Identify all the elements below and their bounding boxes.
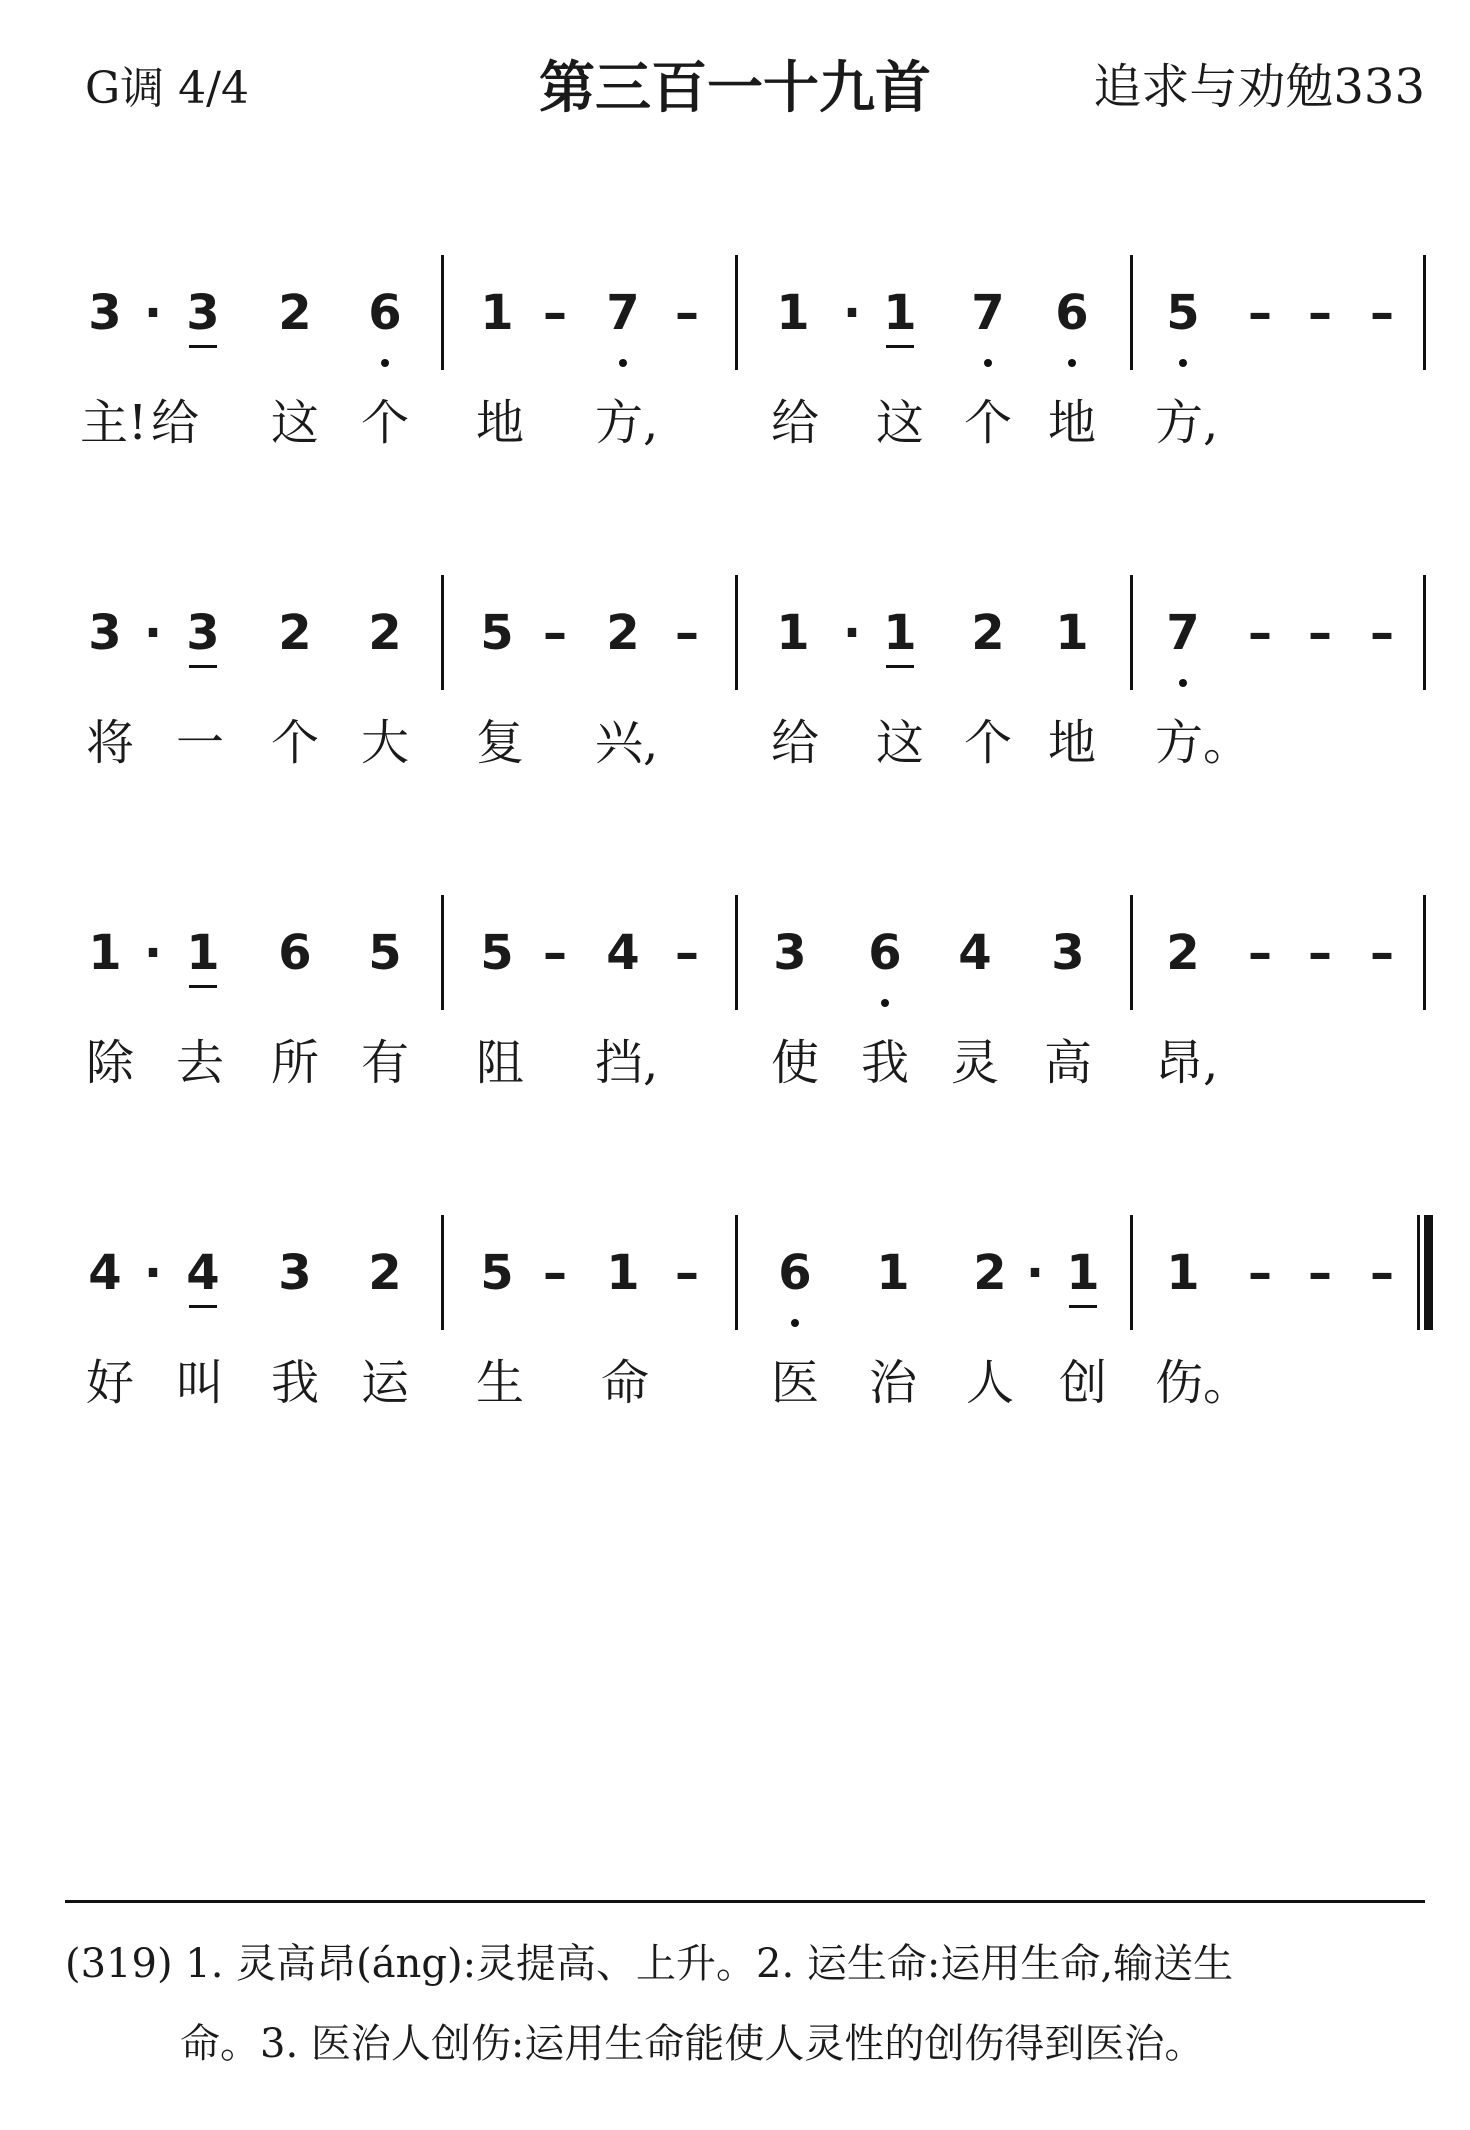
barline	[1423, 255, 1426, 370]
lyric-syllable: 地	[1047, 395, 1096, 451]
lyric-syllable: 兴,	[595, 715, 659, 771]
barline	[1130, 1215, 1133, 1330]
lyric-syllable: 昂,	[1155, 1035, 1219, 1091]
barline	[1423, 895, 1426, 1010]
lyric-syllable: 创	[1058, 1355, 1107, 1411]
footnote-divider	[65, 1900, 1425, 1903]
lyric-syllable: 主!	[80, 395, 148, 451]
dash-sustain: –	[543, 605, 567, 661]
lyric-syllable: 这	[270, 395, 319, 451]
key-signature: G调 4/4	[85, 63, 249, 114]
note: 3	[773, 925, 807, 981]
lyric-syllable: 阻	[475, 1035, 524, 1091]
note: 5	[480, 1245, 514, 1301]
lyric-syllable: 伤。	[1155, 1355, 1252, 1411]
dash-sustain: –	[675, 605, 699, 661]
note: 4	[606, 925, 640, 981]
lyric-syllable: 生	[475, 1355, 524, 1411]
note: 2	[278, 605, 312, 661]
lyric-syllable: 人	[965, 1355, 1014, 1411]
barline	[1130, 575, 1133, 690]
note: 1	[88, 925, 122, 981]
lyric-syllable: 所	[270, 1035, 319, 1091]
underline-eighth	[886, 665, 914, 668]
octave-dot-below	[1068, 359, 1076, 367]
octave-dot-below	[1179, 359, 1187, 367]
note: 1	[776, 605, 810, 661]
staff-3	[0, 895, 1470, 1195]
note: 1	[606, 1245, 640, 1301]
note: 3	[278, 1245, 312, 1301]
note: 6	[278, 925, 312, 981]
lyric-syllable: 方,	[595, 395, 659, 451]
octave-dot-below	[791, 1319, 799, 1327]
dash-sustain: –	[675, 925, 699, 981]
lyric-syllable: 有	[360, 1035, 409, 1091]
lyric-syllable: 好	[85, 1355, 134, 1411]
note: 3	[1051, 925, 1085, 981]
lyric-syllable: 叫	[175, 1355, 224, 1411]
barline	[1130, 895, 1133, 1010]
dash-sustain: –	[1370, 925, 1394, 981]
dash-sustain: –	[1370, 1245, 1394, 1301]
dot-augmentation: ·	[143, 1245, 163, 1301]
note: 2	[971, 605, 1005, 661]
lyric-syllable: 给	[770, 395, 819, 451]
note: 7	[603, 285, 643, 341]
lyric-syllable: 这	[875, 715, 924, 771]
dash-sustain: –	[1370, 605, 1394, 661]
note: 3	[88, 605, 122, 661]
lyric-syllable: 方,	[1155, 395, 1219, 451]
dot-augmentation: ·	[1025, 1245, 1045, 1301]
underline-eighth	[189, 665, 217, 668]
lyric-syllable: 除	[85, 1035, 134, 1091]
note: 2	[606, 605, 640, 661]
lyric-syllable: 个	[963, 715, 1012, 771]
dash-sustain: –	[1248, 285, 1272, 341]
note: 5	[480, 925, 514, 981]
note: 6	[365, 285, 405, 341]
dash-sustain: –	[543, 285, 567, 341]
note: 5	[1163, 285, 1203, 341]
lyric-syllable: 复	[475, 715, 524, 771]
note: 5	[480, 605, 514, 661]
octave-dot-below	[619, 359, 627, 367]
barline	[441, 575, 444, 690]
note: 7	[1163, 605, 1203, 661]
underline-eighth	[189, 985, 217, 988]
note: 1	[480, 285, 514, 341]
barline	[441, 895, 444, 1010]
underline-eighth	[886, 345, 914, 348]
dash-sustain: –	[543, 925, 567, 981]
note: 3	[183, 285, 223, 341]
note: 1	[776, 285, 810, 341]
note: 2	[368, 605, 402, 661]
underline-eighth	[189, 1305, 217, 1308]
dash-sustain: –	[1308, 605, 1332, 661]
lyric-syllable: 治	[868, 1355, 917, 1411]
barline	[441, 255, 444, 370]
lyric-syllable: 高	[1043, 1035, 1092, 1091]
note: 5	[368, 925, 402, 981]
underline-eighth	[1069, 1305, 1097, 1308]
note: 3	[88, 285, 122, 341]
lyric-syllable: 我	[270, 1355, 319, 1411]
note: 4	[88, 1245, 122, 1301]
note: 2	[1166, 925, 1200, 981]
lyric-syllable: 个	[963, 395, 1012, 451]
octave-dot-below	[881, 999, 889, 1007]
note: 7	[968, 285, 1008, 341]
lyric-syllable: 使	[770, 1035, 819, 1091]
note: 1	[1055, 605, 1089, 661]
barline	[735, 895, 738, 1010]
note: 2	[368, 1245, 402, 1301]
note: 1	[1166, 1245, 1200, 1301]
lyric-syllable: 运	[360, 1355, 409, 1411]
dash-sustain: –	[543, 1245, 567, 1301]
barline	[735, 1215, 738, 1330]
note: 4	[958, 925, 992, 981]
lyric-syllable: 方。	[1155, 715, 1252, 771]
dash-sustain: –	[675, 1245, 699, 1301]
octave-dot-below	[381, 359, 389, 367]
dash-sustain: –	[1308, 925, 1332, 981]
lyric-syllable: 大	[360, 715, 409, 771]
octave-dot-below	[1179, 679, 1187, 687]
lyric-syllable: 地	[475, 395, 524, 451]
lyric-syllable: 命	[600, 1355, 649, 1411]
lyric-syllable: 去	[175, 1035, 224, 1091]
note: 1	[876, 1245, 910, 1301]
lyric-syllable: 给	[150, 395, 199, 451]
lyric-syllable: 这	[875, 395, 924, 451]
barline	[735, 575, 738, 690]
note: 1	[183, 925, 223, 981]
barline	[735, 255, 738, 370]
octave-dot-below	[984, 359, 992, 367]
dash-sustain: –	[1308, 1245, 1332, 1301]
barline	[441, 1215, 444, 1330]
lyric-syllable: 医	[770, 1355, 819, 1411]
dot-augmentation: ·	[143, 285, 163, 341]
final-barline-thin	[1417, 1215, 1420, 1330]
hymn-title: 第三百一十九首	[539, 55, 931, 121]
note: 6	[775, 1245, 815, 1301]
dash-sustain: –	[1248, 605, 1272, 661]
barline	[1423, 575, 1426, 690]
dot-augmentation: ·	[842, 605, 862, 661]
note: 2	[973, 1245, 1007, 1301]
lyric-syllable: 个	[360, 395, 409, 451]
lyric-syllable: 挡,	[595, 1035, 659, 1091]
lyric-syllable: 给	[770, 715, 819, 771]
lyric-syllable: 我	[860, 1035, 909, 1091]
dash-sustain: –	[1248, 925, 1272, 981]
final-barline-thick	[1424, 1215, 1433, 1330]
lyric-syllable: 一	[175, 715, 224, 771]
note: 2	[278, 285, 312, 341]
note: 1	[1063, 1245, 1103, 1301]
lyric-syllable: 个	[270, 715, 319, 771]
dot-augmentation: ·	[143, 605, 163, 661]
note: 4	[183, 1245, 223, 1301]
note: 1	[880, 285, 920, 341]
barline	[1130, 255, 1133, 370]
dash-sustain: –	[1370, 285, 1394, 341]
lyric-syllable: 地	[1047, 715, 1096, 771]
dot-augmentation: ·	[143, 925, 163, 981]
dot-augmentation: ·	[842, 285, 862, 341]
staff-1	[0, 255, 1470, 555]
footnote-line-1: (319) 1. 灵高昂(áng):灵提高、上升。2. 运生命:运用生命,输送生	[65, 1941, 1234, 1987]
note: 6	[1052, 285, 1092, 341]
lyric-syllable: 灵	[950, 1035, 999, 1091]
dash-sustain: –	[1308, 285, 1332, 341]
note: 3	[183, 605, 223, 661]
book-reference: 追求与劝勉333	[1093, 59, 1425, 115]
note: 6	[865, 925, 905, 981]
note: 1	[880, 605, 920, 661]
dash-sustain: –	[1248, 1245, 1272, 1301]
lyric-syllable: 将	[85, 715, 134, 771]
footnote-line-2: 命。3. 医治人创伤:运用生命能使人灵性的创伤得到医治。	[180, 2021, 1205, 2067]
underline-eighth	[189, 345, 217, 348]
dash-sustain: –	[675, 285, 699, 341]
staff-4	[0, 1215, 1470, 1515]
staff-2	[0, 575, 1470, 875]
